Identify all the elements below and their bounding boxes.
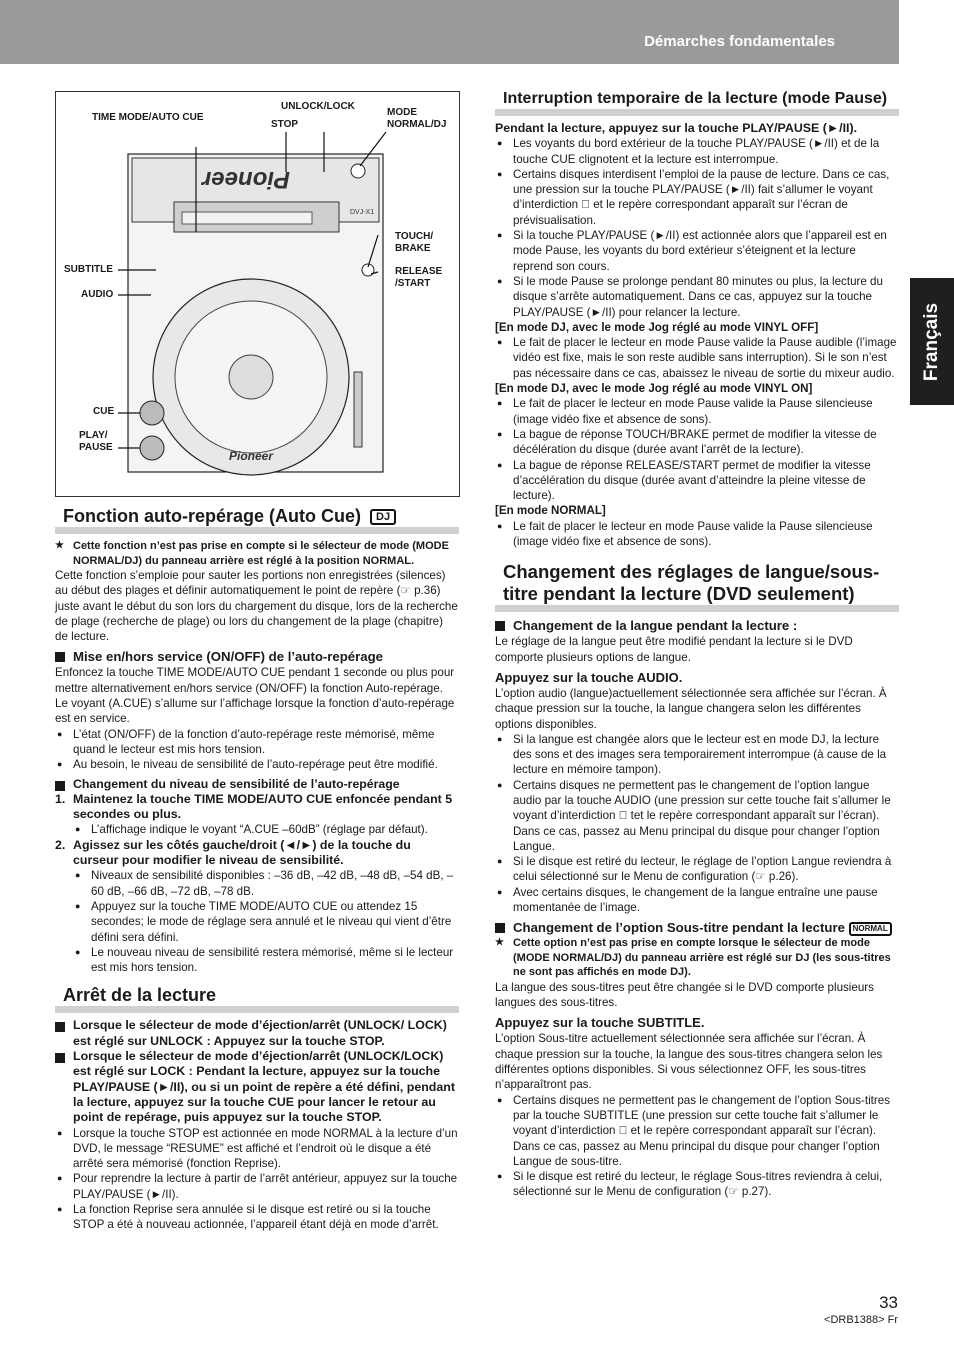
- document-code: <DRB1388> Fr: [824, 1314, 898, 1326]
- subtitle-bullet-2: ● Si le disque est retiré du lecteur, le réglage Sous-titres reviendra à celui, sélectionné sur le Menu de configuration (☞ p.27).: [495, 1169, 899, 1200]
- step-2-bullet-2: ● Appuyez sur la touche TIME MODE/AUTO CUE ou attendez 15 secondes; le mode de réglage sera annulé et le niveau qui vient d’être défini sera défini.: [73, 899, 459, 945]
- vinyl-off-heading: [En mode DJ, avec le mode Jog réglé au mode VINYL OFF]: [495, 320, 819, 334]
- device-figure: [55, 91, 460, 497]
- brand-logo-bottom: Pioneer: [228, 449, 274, 463]
- pause-heading: [495, 88, 899, 116]
- pause-title: Interruption temporaire de la lecture (mode Pause): [503, 90, 888, 107]
- onoff-heading: Mise en/hors service (ON/OFF) de l’auto-repérage: [55, 648, 459, 665]
- pause-bullet-1: ● Les voyants du bord extérieur de la touche PLAY/PAUSE (►/II) et de la touche CUE clignotent et la lecture est interrompue.: [495, 136, 899, 167]
- step-2: 2. Agissez sur les côtés gauche/droit (◄/►) de la touche du curseur pour modifier le niveau de sensibilité.: [55, 837, 411, 868]
- label-time-mode-auto-cue: TIME MODE/AUTO CUE: [92, 112, 204, 123]
- auto-cue-heading: [55, 506, 459, 534]
- language-tab: [910, 278, 954, 405]
- language-heading: [495, 561, 899, 612]
- step-1-bullet: ● L’affichage indique le voyant “A.CUE –60dB” (réglage par défaut).: [73, 822, 459, 837]
- language-intro: Le réglage de la langue peut être modifié pendant la lecture si le DVD comporte plusieurs options de langue.: [495, 635, 853, 664]
- normal-mode-heading: [En mode NORMAL]: [495, 504, 606, 518]
- subtitle-note: ★ Cette option n’est pas prise en compte lorsque le sélecteur de mode (MODE NORMAL/DJ) du panneau arrière est réglé sur DJ (les sous-titres ne sont pas affichés en mode DJ).: [495, 936, 899, 980]
- vinyl-on-bullet-1: ● Le fait de placer le lecteur en mode Pause valide la Pause silencieuse (image vidéo fixe et absence de sons).: [495, 396, 899, 427]
- stop-bullet-3: ● La fonction Reprise sera annulée si le disque est retiré ou si la touche STOP a été à nouveau actionnée, l’appareil étant déjà en mode d’arrêt.: [55, 1202, 459, 1233]
- vinyl-off-bullet: ● Le fait de placer le lecteur en mode Pause valide la Pause audible (l’image vidéo est fixe, mais le son reste audible sans interruption). Si le son n’est pas nécessaire dans ce cas, abaissez le niveau de sortie du mixeur audio.: [495, 335, 899, 381]
- section-title: Démarches fondamentales: [644, 33, 835, 50]
- normal-mode-bullet: ● Le fait de placer le lecteur en mode Pause valide la Pause silencieuse (image vidéo fixe et absence de sons).: [495, 519, 899, 550]
- vinyl-on-bullet-3: ● La bague de réponse RELEASE/START permet de modifier la vitesse d’accélération du disque (durée avant d’atteindre la pleine vitesse de lecture).: [495, 458, 899, 504]
- subtitle-bullet-1: ● Certains disques ne permettent pas le changement de l’option Sous-titres par la touche SUBTITLE (une pression sur cette touche fait s’allumer le voyant d’interdiction ⃠ et le repère correspondant apparaît sur l’écran). Dans ce cas, passez au Menu principal du disque pour changer l’option Langue de sous-titre.: [495, 1093, 899, 1169]
- normal-badge: NORMAL: [849, 922, 892, 936]
- onoff-text: Enfoncez la touche TIME MODE/AUTO CUE pendant 1 seconde ou plus pour mettre alternativement en/hors service (ON/OFF) la fonction Auto-repérage. Le voyant (A.CUE) s’allume sur l’affichage lorsque la fonction d’auto-repérage est en service.: [55, 666, 455, 726]
- sensitivity-heading: Changement du niveau de sensibilité de l’auto-repérage: [55, 777, 459, 792]
- language-subheading: Changement de la langue pendant la lecture :: [495, 617, 899, 634]
- stop-bullet-2: ● Pour reprendre la lecture à partir de l’arrêt antérieur, appuyez sur la touche PLAY/PAUSE (►/II).: [55, 1171, 459, 1202]
- vinyl-on-bullet-2: ● La bague de réponse TOUCH/BRAKE permet de modifier la vitesse de décélération du disque (durée avant l’arrêt de la lecture).: [495, 427, 899, 458]
- header-bar: [0, 0, 899, 64]
- vinyl-on-heading: [En mode DJ, avec le mode Jog réglé au mode VINYL ON]: [495, 382, 813, 396]
- right-column: [495, 88, 899, 1200]
- pause-bullet-4: ● Si le mode Pause se prolonge pendant 80 minutes ou plus, la lecture du disque s’arrête automatiquement. Dans ce cas, appuyez sur la touche PLAY/PAUSE (►/II) pour relancer la lecture.: [495, 274, 899, 320]
- label-play-pause: PLAY/ PAUSE: [79, 430, 113, 453]
- label-release-start: RELEASE /START: [395, 266, 443, 289]
- auto-cue-intro: Cette fonction s’emploie pour sauter les portions non enregistrées (silences) au début des plages et définir automatiquement le point de repère (☞ p.36) juste avant le début du son lors du chargement du disque, lors de la recherche de plage (recherche de plage) ou lors du changement de la plage (chapitre) de lecture.: [55, 569, 458, 644]
- label-stop: STOP: [271, 119, 299, 130]
- pause-lead: Pendant la lecture, appuyez sur la touche PLAY/PAUSE (►/II).: [495, 121, 858, 135]
- stop-bullet-1: ● Lorsque la touche STOP est actionnée en mode NORMAL à la lecture d’un DVD, le message “RESUME” est affiché et l’endroit où le disque a été arrêté sera mémorisé (fonction Reprise).: [55, 1126, 459, 1172]
- step-2-text: Agissez sur les côtés gauche/droit (◄/►) de la touche du curseur pour modifier le niveau de sensibilité.: [73, 837, 411, 868]
- dj-badge: DJ: [370, 509, 396, 525]
- label-mode-normal-dj: MODE NORMAL/DJ: [387, 107, 447, 130]
- stop-lock: Lorsque le sélecteur de mode d’éjection/arrêt (UNLOCK/LOCK) est réglé sur LOCK : Pendant la lecture, appuyez sur la touche PLAY/PAUSE (►/II), ou si un point de repère a été défini, pendant la lecture, appuyez sur la touche CUE pour lancer le retour au point de repérage, puis appuyez sur la touche STOP.: [55, 1049, 459, 1125]
- step-1-text: Maintenez la touche TIME MODE/AUTO CUE enfoncée pendant 5 secondes ou plus.: [73, 791, 453, 822]
- onoff-bullet-2: ● Au besoin, le niveau de sensibilité de l’auto-repérage peut être modifié.: [55, 757, 459, 772]
- label-unlock-lock: UNLOCK/LOCK: [281, 101, 355, 112]
- audio-bullet-3: ● Si le disque est retiré du lecteur, le réglage de l’option Langue reviendra à celui sélectionné sur le Menu de configuration (☞ p.26).: [495, 854, 899, 885]
- stop-unlock: Lorsque le sélecteur de mode d’éjection/arrêt (UNLOCK/ LOCK) est réglé sur UNLOCK : Appuyez sur la touche STOP.: [55, 1018, 459, 1049]
- subtitle-heading: Appuyez sur la touche SUBTITLE.: [495, 1015, 705, 1031]
- subtitle-option-title: Changement de l’option Sous-titre pendant la lecture: [513, 920, 845, 936]
- label-audio: AUDIO: [81, 289, 114, 300]
- label-cue: CUE: [93, 406, 115, 417]
- label-touch-brake: TOUCH/ BRAKE: [395, 231, 434, 254]
- label-subtitle: SUBTITLE: [64, 264, 113, 275]
- stop-heading: [55, 985, 459, 1013]
- subtitle-text: L’option Sous-titre actuellement sélectionnée sera affichée sur l’écran. À chaque pression sur la touche, la langue des sous-titres changera selon les différentes options disponibles. Si vous sélectionnez OFF, les sous-titres n’apparaîtront pas.: [495, 1032, 883, 1092]
- subtitle-intro: La langue des sous-titres peut être changée si le DVD comporte plusieurs langues des sous-titres.: [495, 980, 874, 1010]
- onoff-bullet-1: ● L’état (ON/OFF) de la fonction d’auto-repérage reste mémorisé, même quand le lecteur est mis hors tension.: [55, 727, 459, 758]
- pause-bullet-3: ● Si la touche PLAY/PAUSE (►/II) est actionnée alors que l’appareil est en mode Pause, les voyants du bord extérieur s’éteignent et la lecture reprend son cours.: [495, 228, 899, 274]
- language-title: Changement des réglages de langue/sous-titre pendant la lecture (DVD seulement): [503, 561, 880, 605]
- audio-heading: Appuyez sur la touche AUDIO.: [495, 669, 683, 685]
- stop-title: Arrêt de la lecture: [63, 985, 217, 1006]
- model-name: DVJ-X1: [350, 209, 375, 216]
- subtitle-option-heading: [495, 919, 899, 936]
- language-tab-label: Français: [921, 302, 942, 381]
- page-number: 33: [879, 1293, 898, 1312]
- pause-bullet-2: ● Certains disques interdisent l’emploi de la pause de lecture. Dans ce cas, une pression sur la touche PLAY/PAUSE (►/II) fait s’allumer le voyant d’interdiction ⃠ et le repère correspondant apparaît sur l’écran de prévisualisation.: [495, 167, 899, 228]
- audio-bullet-2: ● Certains disques ne permettent pas le changement de l’option langue audio par la touche AUDIO (une pression sur cette touche fait s’allumer le voyant d’interdiction ⃠ tet le repère correspondant apparaît sur l’écran). Dans ce cas, passez au Menu principal du disque pour changer l’option Langue.: [495, 778, 899, 854]
- audio-bullet-4: ● Avec certains disques, le changement de la langue entraîne une pause momentanée de l’image.: [495, 885, 899, 916]
- step-1: 1. Maintenez la touche TIME MODE/AUTO CUE enfoncée pendant 5 secondes ou plus.: [55, 791, 453, 822]
- audio-text: L’option audio (langue)actuellement sélectionnée sera affichée sur l’écran. À chaque pression sur la touche, la langue changera selon les différentes options disponibles.: [495, 686, 887, 731]
- audio-bullet-1: ● Si la langue est changée alors que le lecteur est en mode DJ, la lecture des sons et des images sera temporairement interrompue (à cause de la lecture en mémoire tampon).: [495, 732, 899, 778]
- step-2-bullet-1: ● Niveaux de sensibilité disponibles : –36 dB, –42 dB, –48 dB, –54 dB, –60 dB, –66 dB, –72 dB, –78 dB.: [73, 868, 459, 899]
- step-2-bullet-3: ● Le nouveau niveau de sensibilité restera mémorisé, même si le lecteur est mis hors tension.: [73, 945, 459, 976]
- auto-cue-note: ★ Cette fonction n’est pas prise en compte si le sélecteur de mode (MODE NORMAL/DJ) du panneau arrière est réglé à la position NORMAL.: [55, 539, 459, 568]
- left-column: [55, 506, 459, 1233]
- brand-logo-top: Pioneer: [201, 166, 291, 193]
- auto-cue-title: Fonction auto-repérage (Auto Cue): [63, 506, 361, 526]
